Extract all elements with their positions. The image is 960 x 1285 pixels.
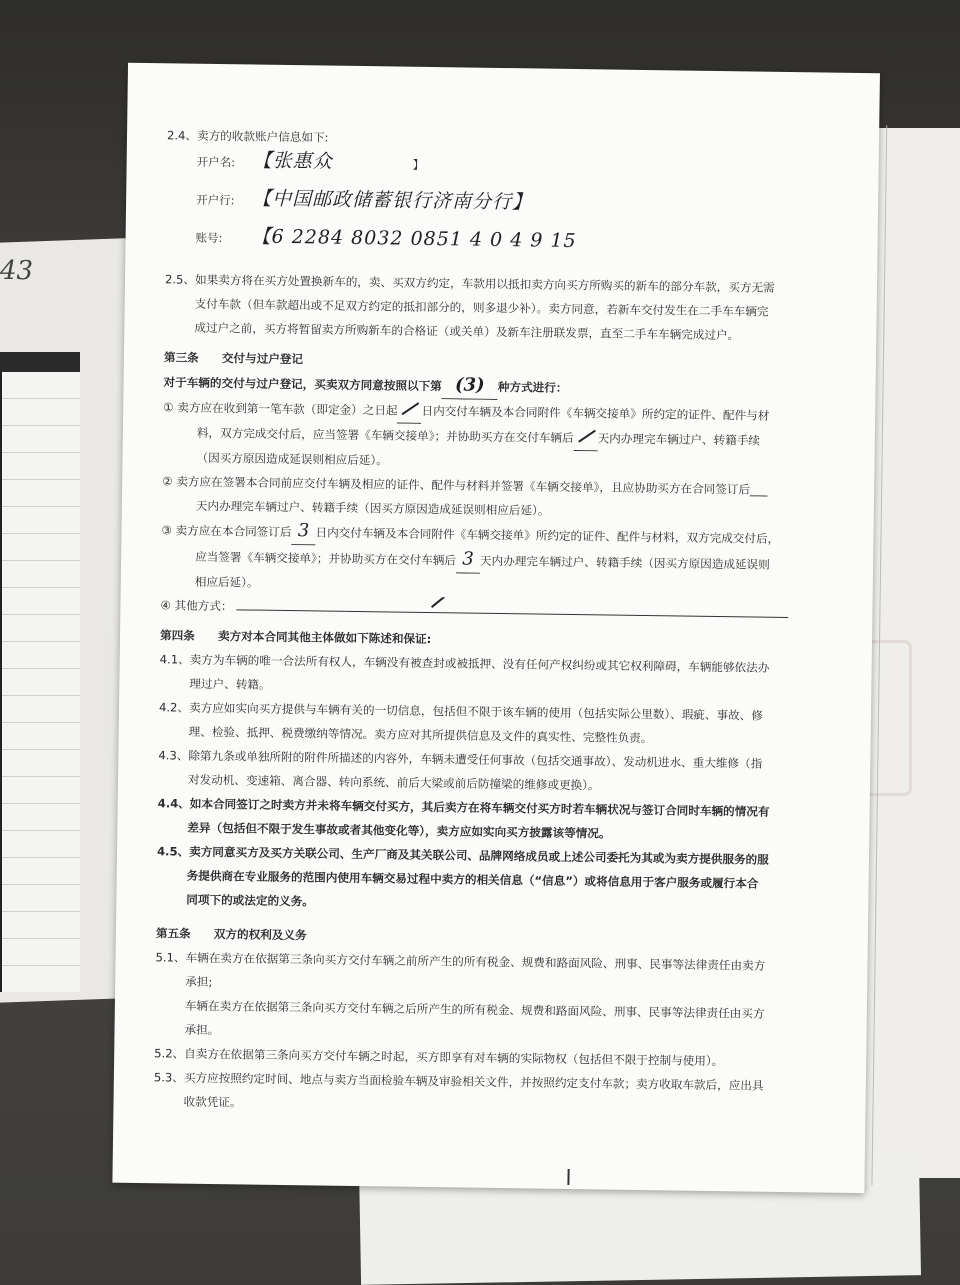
page-body [153, 123, 827, 1122]
option-text: 料，双方完成交付后，应当签署《车辆交接单》；并协助买方在交付车辆后 [196, 425, 574, 446]
intro-text-end: 种方式进行： [497, 379, 568, 395]
bank-label: 开户行: [196, 192, 235, 208]
option-text: 天内办理完车辆过户、转籍手续（因买方原因造成延误则 [479, 553, 770, 572]
left-page-number: 43 [0, 256, 34, 286]
article-4-title: 第四条 卖方对本合同其他主体做如下陈述和保证: [159, 628, 432, 647]
clause-5-2: 5.2、自卖方在依据第三条向买方交付车辆之时起，买方即享有对车辆的实际物权（包括但不限于控制与使用）。 [154, 1046, 724, 1069]
clause-line: 4.3、除第九条或单独所附的附件所描述的内容外，车辆未遭受任何事故（包括交通事故）、发动机进水、重大维修（指 [158, 748, 763, 771]
days-handwritten-2: 3 [462, 548, 474, 570]
clause-line: 理过户、转籍。 [189, 676, 271, 692]
slash-mark [575, 428, 597, 442]
option-1 [162, 395, 823, 478]
clause-line: 4.2、卖方应如实向买方提供与车辆有关的一切信息，包括但不限于该车辆的使用（包括实际公里数）、瑕疵、事故、修 [158, 700, 764, 723]
slash-mark [399, 401, 421, 415]
clause-line: 2.5、如果卖方将在买方处置换新车的，卖、买双方约定，车款用以抵扣卖方向买方所购买的新车的部分车款，买方无需 [164, 272, 775, 295]
days-blank-1 [291, 519, 315, 545]
option-3 [161, 517, 822, 602]
bracket-close: 】 [412, 157, 425, 172]
clause-line: 成过户之前，买方将暂留卖方所购新车的合格证（或关单）及新车注册联发票，直至二手车车辆完成过户。 [194, 320, 740, 343]
clause-line: 对发动机、变速箱、离合器、转向系统、前后大梁或前后防撞梁的维修或更换）。 [187, 772, 600, 793]
option-text: 天内办理完车辆过户、转籍手续（因买方原因造成延误则相应后延）。 [195, 498, 550, 518]
clause-line: 4.4、如本合同签订之时卖方并未将车辆交付买方，其后卖方在将车辆交付买方时若车辆状况与签订合同时车辆的情况有 [157, 796, 770, 819]
article-5-title: 第五条 双方的权利及义务 [155, 926, 307, 943]
option-text: 日内交付车辆及本合同附件《车辆交接单》所约定的证件、配件与材 [421, 403, 770, 423]
bank-handwritten: 【中国邮政储蓄银行济南分行】 [251, 187, 533, 214]
clause-line: 支付车款（但车款超出或不足双方约定的抵扣部分的，则多退少补）。卖方同意，若新车交付发生在二手车车辆完 [194, 296, 769, 319]
table-header-bar [0, 352, 80, 374]
clause-line: 车辆在卖方在依据第三条向买方交付车辆之后所产生的所有税金、规费和路面风险、刑事、民事等法律责任由买方 [184, 998, 765, 1021]
clause-2-5 [164, 267, 825, 348]
clause-line: 4.5、卖方同意买方及买方关联公司、生产厂商及其关联公司、品牌网络成员或上述公司委托为其或为卖方提供服务的服 [156, 844, 769, 867]
option-text: ② 卖方应在签署本合同前应交付车辆及相应的证件、配件与材料并签署《车辆交接单》，且应协助买方在合同签订后___ [162, 474, 768, 497]
clause-line: 4.1、卖方为车辆的唯一合法所有权人，车辆没有被查封或被抵押、没有任何产权纠纷或其它权利障碍，车辆能够依法办 [159, 652, 770, 675]
option-text: ③ 卖方应在本合同签订后 [161, 523, 292, 540]
account-number-handwritten: 【6 2284 8032 0851 4 0 4 9 15 [251, 225, 577, 253]
option-text: 应当签署《车辆交接单》；并协助买方在交付车辆后 [195, 549, 457, 568]
clause-line: 务提供商在专业服务的范围内使用车辆交易过程中卖方的相关信息（“信息”）或将信息用于客户服务或履行本合 [186, 868, 759, 891]
blank-filled-slash [573, 426, 597, 451]
clause-5-1 [154, 945, 815, 1050]
clause-line: 理、检验、抵押、税费缴纳等情况。卖方应对其所提供信息及文件的真实性、完整性负责。 [188, 724, 653, 746]
option-text: 日内交付车辆及本合同附件《车辆交接单》所约定的证件、配件与材料，双方完成交付后， [315, 525, 780, 546]
clause-5-3 [153, 1065, 814, 1122]
delivery-method-handwritten: (3) [454, 374, 485, 396]
account-number-label: 账号: [195, 230, 223, 246]
option-text: ④ 其他方式： [160, 598, 233, 614]
clause-line: 差异（包括但不限于发生事故或者其他变化等），卖方应如实向买方披露该等情况。 [187, 820, 611, 841]
account-name-label: 开户名: [196, 154, 236, 170]
blank-filled-slash [397, 399, 421, 424]
days-handwritten-1: 3 [297, 520, 310, 542]
article-3-title: 第三条 交付与过户登记 [163, 350, 304, 367]
clause-line: 承担; [185, 974, 213, 990]
clause-4-5 [156, 839, 817, 920]
option-text: 天内办理完车辆过户、转籍手续 [597, 431, 761, 448]
contract-page [112, 63, 880, 1193]
days-blank-2 [456, 547, 480, 573]
option-text: （因买方原因造成延误则相应后延）。 [196, 450, 388, 468]
delivery-method-blank [442, 373, 498, 400]
account-name-handwritten: 【张惠众 [252, 149, 333, 173]
clause-2-4-heading: 2.4、卖方的收款账户信息如下: [166, 128, 329, 145]
clause-line: 承担。 [184, 1022, 220, 1038]
clause-line: 5.1、车辆在卖方在依据第三条向买方交付车辆之前所产生的所有税金、规费和路面风险、刑事、民事等法律责任由卖方 [155, 950, 766, 973]
account-number-row [195, 224, 825, 271]
clause-line: 5.3、买方应按照约定时间、地点与卖方当面检验车辆及审验相关文件，并按照约定支付车款；卖方收取车款后，应出具 [153, 1070, 764, 1093]
option-text: 相应后延）。 [194, 574, 259, 590]
option-text: ① 卖方应在收到第一笔车款（即定金）之日起 [163, 400, 398, 418]
clause-line: 收款凭证。 [183, 1094, 242, 1110]
underlying-table [0, 372, 80, 992]
pencil-mark [567, 1169, 569, 1185]
clause-line: 同项下的或法定的义务。 [186, 892, 314, 909]
intro-text: 对于车辆的交付与过户登记，买卖双方同意按照以下第 [163, 375, 442, 394]
